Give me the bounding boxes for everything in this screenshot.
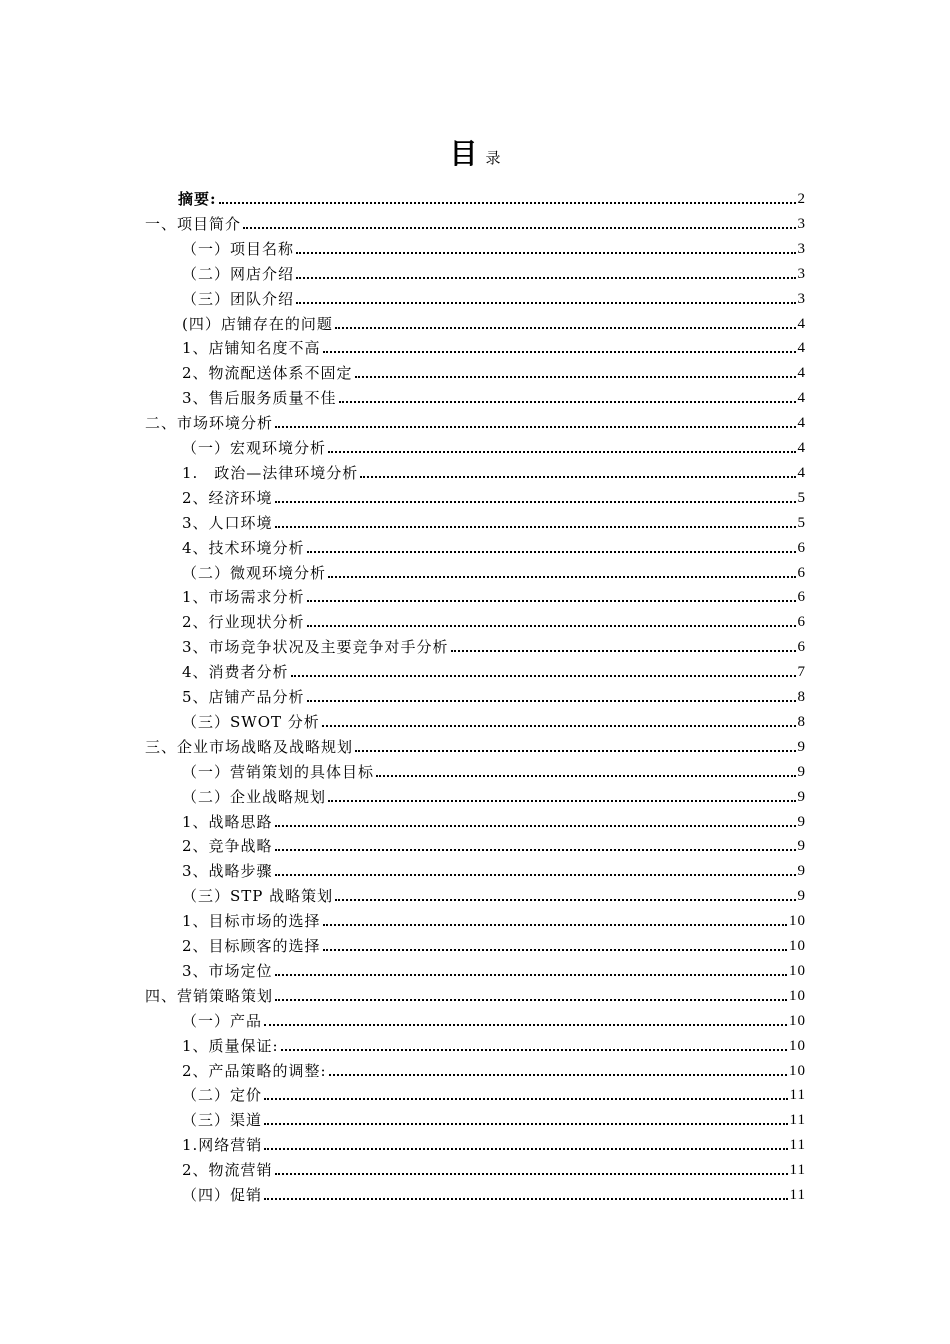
toc-entry[interactable] <box>182 1057 806 1081</box>
toc-entry-text: 3、市场竞争状况及主要竞争对手分析 <box>182 638 449 657</box>
toc-leader-dots <box>323 924 787 926</box>
toc-entry-page: 10 <box>789 987 806 1004</box>
toc-entry-text: 3、售后服务质量不佳 <box>182 389 337 408</box>
toc-entry-text: （三）渠道 <box>182 1111 263 1130</box>
toc-leader-dots <box>307 551 796 553</box>
toc-entry-text: （四）促销 <box>182 1186 263 1204</box>
toc-leader-dots <box>243 227 795 229</box>
toc-entry-text: 3、市场定位 <box>182 961 273 980</box>
toc-entry-text: （二）企业战略规划 <box>182 787 327 806</box>
toc-entry-text: 三、企业市场战略及战略规划 <box>145 737 354 756</box>
toc-entry-page: 3 <box>797 215 806 232</box>
toc-leader-dots <box>296 277 795 279</box>
toc-entry-page: 9 <box>797 838 806 855</box>
toc-leader-dots <box>307 600 796 602</box>
toc-entry[interactable] <box>182 260 806 284</box>
toc-entry[interactable] <box>182 808 806 832</box>
toc-entry[interactable] <box>145 210 806 234</box>
toc-entry-text: 2、物流配送体系不固定 <box>182 364 353 383</box>
toc-entry-page: 4 <box>797 440 806 456</box>
toc-entry-page: 5 <box>797 514 806 531</box>
toc-leader-dots <box>322 725 796 727</box>
toc-leader-dots <box>275 501 796 503</box>
toc-entry-page: 6 <box>797 539 806 556</box>
toc-entry-text: 摘要: <box>178 190 217 208</box>
toc-entry-text: （一）项目名称 <box>182 239 295 258</box>
toc-entry-page: 4 <box>797 365 806 382</box>
toc-entry-text: 1、质量保证: <box>182 1036 279 1055</box>
toc-entry-page: 6 <box>797 589 806 606</box>
toc-entry[interactable] <box>182 509 806 533</box>
toc-entry-text: 2、行业现状分析 <box>182 613 305 632</box>
toc-title-suffix: 录 <box>485 149 501 167</box>
toc-entry[interactable] <box>182 459 806 483</box>
toc-entry[interactable] <box>182 1131 806 1155</box>
toc-leader-dots <box>323 949 787 951</box>
toc-leader-dots <box>451 650 796 652</box>
toc-entry-page: 3 <box>797 240 806 257</box>
toc-entry-page: 9 <box>797 863 806 880</box>
toc-leader-dots <box>264 1024 787 1026</box>
toc-entry-text: 2、产品策略的调整: <box>182 1061 327 1080</box>
toc-entry-page: 11 <box>789 1112 806 1129</box>
toc-entry[interactable] <box>182 783 806 807</box>
toc-entry[interactable] <box>145 982 806 1006</box>
toc-leader-dots <box>328 451 795 453</box>
toc-entry[interactable] <box>145 409 806 433</box>
toc-leader-dots <box>275 974 787 976</box>
toc-entry-text: （三）SWOT 分析 <box>182 712 320 731</box>
toc-entry[interactable] <box>182 1007 806 1031</box>
toc-entry[interactable] <box>182 434 806 458</box>
toc-entry-page: 4 <box>797 315 806 332</box>
toc-leader-dots <box>296 302 795 304</box>
toc-entry-text: （一）产品 <box>182 1011 263 1030</box>
toc-entry-text: (四）店铺存在的问题 <box>182 314 333 333</box>
toc-entry-text: 2、经济环境 <box>182 488 273 507</box>
toc-entry-page: 6 <box>797 614 806 631</box>
toc-entry[interactable] <box>182 359 806 383</box>
toc-entry[interactable] <box>182 758 806 782</box>
toc-entry[interactable] <box>182 932 806 956</box>
toc-leader-dots <box>355 376 796 378</box>
toc-entry-page: 10 <box>789 1062 806 1079</box>
toc-entry-text: （三）团队介绍 <box>182 289 295 308</box>
toc-entry[interactable] <box>182 384 806 408</box>
toc-entry[interactable] <box>145 733 806 757</box>
toc-entry-page: 9 <box>797 813 806 830</box>
toc-entry-text: 1、战略思路 <box>182 812 273 831</box>
toc-entry-text: （二）网店介绍 <box>182 264 295 283</box>
toc-leader-dots <box>264 1098 788 1100</box>
toc-leader-dots <box>275 1173 788 1175</box>
toc-entry-page: 2 <box>797 191 806 207</box>
toc-entry-text: 3、战略步骤 <box>182 862 273 881</box>
toc-leader-dots <box>323 351 796 353</box>
toc-leader-dots <box>264 1123 788 1125</box>
toc-entry-page: 11 <box>789 1187 806 1203</box>
toc-entry-page: 9 <box>797 738 806 755</box>
toc-leader-dots <box>275 999 787 1001</box>
toc-entry-page: 4 <box>797 340 806 357</box>
toc-entry[interactable] <box>182 1032 806 1056</box>
toc-entry-text: 4、技术环境分析 <box>182 538 305 557</box>
toc-entry[interactable] <box>182 235 806 259</box>
toc-leader-dots <box>355 750 795 752</box>
toc-entry-text: 1、目标市场的选择 <box>182 912 321 931</box>
toc-entry-page: 11 <box>789 1137 806 1154</box>
toc-entry-text: 1、市场需求分析 <box>182 588 305 607</box>
toc-entry-page: 4 <box>797 464 806 481</box>
toc-entry-text: 1、店铺知名度不高 <box>182 339 321 358</box>
toc-leader-dots <box>376 775 795 777</box>
toc-entry[interactable] <box>182 484 806 508</box>
toc-entry[interactable] <box>182 683 806 707</box>
toc-entry-text: 一、项目简介 <box>145 214 242 233</box>
toc-entry-text: 2、物流营销 <box>182 1161 273 1180</box>
toc-leader-dots <box>219 202 796 204</box>
toc-entry-text: （一）营销策划的具体目标 <box>182 762 375 781</box>
toc-leader-dots <box>328 800 795 802</box>
toc-entry-text: 5、店铺产品分析 <box>182 688 305 706</box>
toc-leader-dots <box>275 526 796 528</box>
toc-title <box>0 132 950 172</box>
toc-entry[interactable] <box>182 334 806 358</box>
toc-entry-page: 10 <box>789 938 806 954</box>
toc-entry[interactable] <box>182 1156 806 1180</box>
toc-leader-dots <box>291 675 796 677</box>
toc-entry-page: 6 <box>797 639 806 656</box>
toc-entry-text: （三）STP 战略策划 <box>182 887 334 906</box>
toc-entry-text: 3、人口环境 <box>182 513 273 532</box>
toc-entry-page: 11 <box>789 1162 806 1179</box>
toc-entry-text: 四、营销策略策划 <box>145 986 274 1005</box>
toc-leader-dots <box>264 1148 787 1150</box>
toc-entry-text: （二）定价 <box>182 1086 263 1105</box>
toc-entry-page: 3 <box>797 290 806 307</box>
toc-leader-dots <box>307 700 796 702</box>
toc-entry[interactable] <box>182 559 806 583</box>
toc-entry-text: 2、目标顾客的选择 <box>182 937 321 955</box>
toc-entry-page: 7 <box>797 664 806 681</box>
toc-leader-dots <box>339 401 796 403</box>
toc-leader-dots <box>329 1074 787 1076</box>
toc-leader-dots <box>281 1049 787 1051</box>
toc-entry-page: 6 <box>797 564 806 581</box>
toc-entry-page: 10 <box>789 1012 806 1029</box>
toc-leader-dots <box>335 327 796 329</box>
toc-entry-page: 8 <box>797 689 806 705</box>
toc-leader-dots <box>264 1198 788 1200</box>
toc-entry[interactable] <box>182 882 806 906</box>
toc-entry-page: 4 <box>797 390 806 407</box>
toc-entry[interactable] <box>182 1181 806 1205</box>
toc-leader-dots <box>335 899 795 901</box>
toc-entry[interactable] <box>182 583 806 607</box>
toc-entry-text: （一）宏观环境分析 <box>182 439 327 457</box>
toc-entry-text: （二）微观环境分析 <box>182 563 327 582</box>
toc-entry-text: 4、消费者分析 <box>182 663 289 682</box>
toc-entry-page: 10 <box>789 962 806 979</box>
toc-entry[interactable] <box>182 708 806 732</box>
toc-leader-dots <box>275 849 796 851</box>
toc-entry-page: 10 <box>789 913 806 930</box>
toc-entry[interactable] <box>182 907 806 931</box>
toc-leader-dots <box>275 426 795 428</box>
toc-entry[interactable] <box>182 285 806 309</box>
toc-entry[interactable] <box>182 1081 806 1105</box>
toc-entry-text: 1. 政治—法律环境分析 <box>182 463 359 482</box>
toc-entry-page: 8 <box>797 713 806 730</box>
toc-entry-text: 2、竞争战略 <box>182 837 273 856</box>
toc-entry[interactable] <box>182 633 806 657</box>
toc-entry[interactable] <box>178 185 806 209</box>
toc-leader-dots <box>275 874 796 876</box>
toc-entry[interactable] <box>182 1106 806 1130</box>
toc-title-main: 目 <box>449 137 478 170</box>
toc-entry[interactable] <box>182 310 806 334</box>
toc-leader-dots <box>275 825 796 827</box>
toc-entry-page: 4 <box>797 415 806 432</box>
toc-leader-dots <box>328 576 795 578</box>
toc-entry-page: 3 <box>797 265 806 282</box>
toc-entry[interactable] <box>182 608 806 632</box>
toc-entry[interactable] <box>182 658 806 682</box>
toc-entry[interactable] <box>182 832 806 856</box>
toc-entry-text: 二、市场环境分析 <box>145 414 274 433</box>
toc-entry-page: 9 <box>797 788 806 805</box>
toc-entry-page: 10 <box>789 1037 806 1054</box>
toc-entry-page: 11 <box>789 1087 806 1104</box>
toc-entry-page: 9 <box>797 888 806 905</box>
toc-entry-page: 5 <box>797 489 806 506</box>
toc-entry[interactable] <box>182 857 806 881</box>
toc-entry-text: 1.网络营销 <box>182 1136 263 1155</box>
toc-entry[interactable] <box>182 957 806 981</box>
toc-entry[interactable] <box>182 534 806 558</box>
toc-leader-dots <box>360 476 795 478</box>
toc-entry-page: 9 <box>797 763 806 780</box>
toc-leader-dots <box>307 625 796 627</box>
toc-leader-dots <box>296 252 795 254</box>
